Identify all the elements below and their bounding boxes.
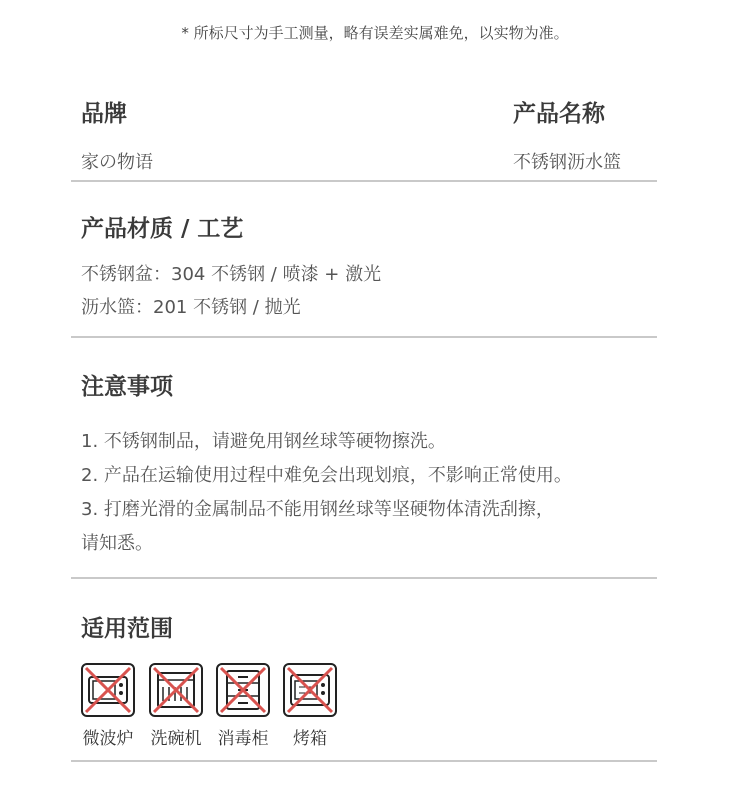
- material-line: 不锈钢盆：304 不锈钢 / 喷漆 + 激光: [81, 264, 382, 285]
- notes-heading: 注意事项: [81, 374, 173, 400]
- notes-line: 2. 产品在运输使用过程中难免会出现划痕，不影响正常使用。: [81, 465, 572, 486]
- usage-heading: 适用范围: [81, 616, 173, 642]
- divider: [71, 760, 657, 762]
- sterilizer-icon: [216, 663, 270, 717]
- notes-line: 请知悉。: [81, 533, 153, 554]
- material-line: 沥水篮：201 不锈钢 / 抛光: [81, 297, 301, 318]
- material-heading: 产品材质 / 工艺: [81, 216, 244, 242]
- divider: [71, 180, 657, 182]
- notes-line: 1. 不锈钢制品，请避免用钢丝球等硬物擦洗。: [81, 431, 446, 452]
- usage-label: 洗碗机: [150, 729, 202, 749]
- divider: [71, 336, 657, 338]
- brand-value: 家の物语: [81, 152, 153, 173]
- notes-line: 3. 打磨光滑的金属制品不能用钢丝球等坚硬物体清洗刮擦，: [81, 499, 554, 520]
- dishwasher-icon: [149, 663, 203, 717]
- measurement-note: * 所标尺寸为手工测量，略有误差实属难免，以实物为准。: [181, 24, 569, 42]
- oven-icon: [283, 663, 337, 717]
- brand-heading: 品牌: [81, 101, 127, 127]
- divider: [71, 577, 657, 579]
- usage-label: 消毒柜: [217, 729, 269, 749]
- usage-label: 烤箱: [293, 729, 327, 749]
- microwave-icon: [81, 663, 135, 717]
- product-name-heading: 产品名称: [513, 101, 605, 127]
- product-name-value: 不锈钢沥水篮: [513, 152, 621, 173]
- usage-label: 微波炉: [82, 729, 134, 749]
